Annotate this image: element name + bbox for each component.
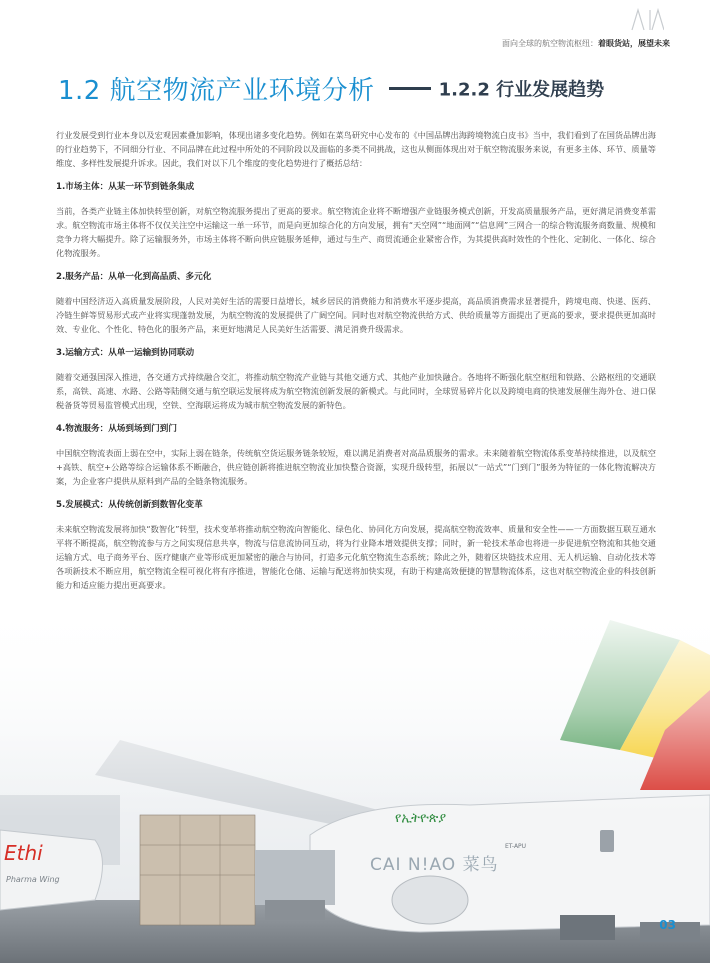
subsection-title: 1.2.2 行业发展趋势	[438, 79, 605, 101]
section-body-transport: 随着交通强国深入推进，各交通方式持续融合交汇，将推动航空物流产业链与其他交通方式、其他产业加快融合。各地将不断强化航空枢纽和铁路、公路枢纽的交通联系，高铁、高速、水路、公路等陆侧交通与航空联运发展将成为航空物流创新发展的新模式。与此同时，全球贸易碎片化以及跨境电商的快速发展催生海外仓、进口保税备货等贸易监管模式出现，空铁、空海联运将成为城市航空物流发展的新特色。	[56, 372, 656, 410]
article-body	[56, 128, 656, 602]
page-title	[58, 70, 678, 107]
section-heading-market: 1.市场主体：从某一环节到链条集成	[56, 182, 195, 192]
cargo-aircraft-photo	[0, 600, 710, 963]
section-body-products: 随着中国经济迈入高质量发展阶段，人民对美好生活的需要日益增长，城乡居民的消费能力和消费水平逐步提高，高品质消费需求显著提升，跨境电商、快递、医药、冷链生鲜等贸易形式或产业将实现蓬勃发展，为航空物流的发展提供了广阔空间。同时也对航空物流供给方式、供给质量等方面提出了更高的要求，要求提供更加高时效、专业化、个性化、特色化的服务产品，来更好地满足人民美好生活需要、满足消费升级需求。	[56, 296, 656, 334]
intro-paragraph: 行业发展受到行业本身以及宏观因素叠加影响，体现出诸多变化趋势。例如在菜鸟研究中心发布的《中国品牌出海跨境物流白皮书》当中，我们看到了在国货品牌出海的行业趋势下，不同细分行业、不同品牌在此过程中所处的不同阶段以及面临的多类不同挑战，这也从侧面体现出对于航空物流服务来说，有更多主体、环节、质量等维度、多样性发展提升诉求。因此，我们对以下几个维度的变化趋势进行了概括总结：	[56, 130, 656, 168]
section-heading-products: 2.服务产品：从单一化到高品质、多元化	[56, 272, 212, 282]
section-body-development: 未来航空物流发展将加快“数智化”转型，技术变革将推动航空物流向智能化、绿色化、协同化方向发展，提高航空物流效率、质量和安全性——一方面数据互联互通水平将不断提高，航空物流参与方之间实现信息共享，物流与信息流协同互动，将为行业降本增效提供支撑；同时，新一轮技术革命也将进一步促进航空物流和其他交通运输方式、电子商务平台、医疗健康产业等形成更加紧密的融合与协同，打造多元化航空物流生态系统；除此之外，随着区块链技术应用、无人机运输、自动化技术等各项新技术不断应用，航空物流全程可视化将有序推进，智能化仓储、运输与配送将加快实现，有助于构建高效便捷的智慧物流体系，这也对航空物流企业的科技创新能力和适应能力提出更高要求。	[56, 524, 656, 590]
header-tagline-bold: 着眼货站，展望未来	[598, 39, 670, 48]
section-body-logistics: 中国航空物流表面上弱在空中，实际上弱在链条，传统航空货运服务链条较短，难以满足消费者对高品质服务的需求。未来随着航空物流体系变革持续推进，以及航空+高铁、航空+公路等综合运输体系不断融合，供应链创新将推进航空物流业加快整合资源，实现升级转型，拓展以“一站式”“门到门”服务为特征的一体化物流解决方案，为企业客户提供从原料到产品的全链条物流服务。	[56, 448, 656, 486]
page-number: 03	[659, 918, 676, 932]
section-heading-development: 5.发展模式：从传统创新到数智化变革	[56, 500, 203, 510]
title-dash	[389, 87, 431, 90]
logo-mark-icon	[628, 6, 664, 32]
section-body-market: 当前，各类产业链主体加快转型创新，对航空物流服务提出了更高的要求。航空物流企业将不断增强产业链服务模式创新，开发高质量服务产品，更好满足消费变革需求。航空物流市场主体将不仅仅关注空中运输这一单一环节，而是向更加综合化的方向发展，拥有“天空网”“地面网”“信息网”三网合一的综合物流服务商数量、规模和竞争力将大幅提升。除了运输服务外，市场主体将不断向供应链服务延伸，通过与生产、商贸流通企业紧密合作，为其提供高时效性的个性化、定制化、一体化、综合化物流服务。	[56, 206, 656, 258]
header-tagline-prefix: 面向全球的航空物流枢纽：	[502, 39, 598, 48]
section-heading-logistics: 4.物流服务：从场到场到门到门	[56, 424, 177, 434]
section-heading-transport: 3.运输方式：从单一运输到协同联动	[56, 348, 195, 358]
section-title: 1.2 航空物流产业环境分析	[58, 76, 375, 106]
header-tagline	[502, 38, 670, 49]
